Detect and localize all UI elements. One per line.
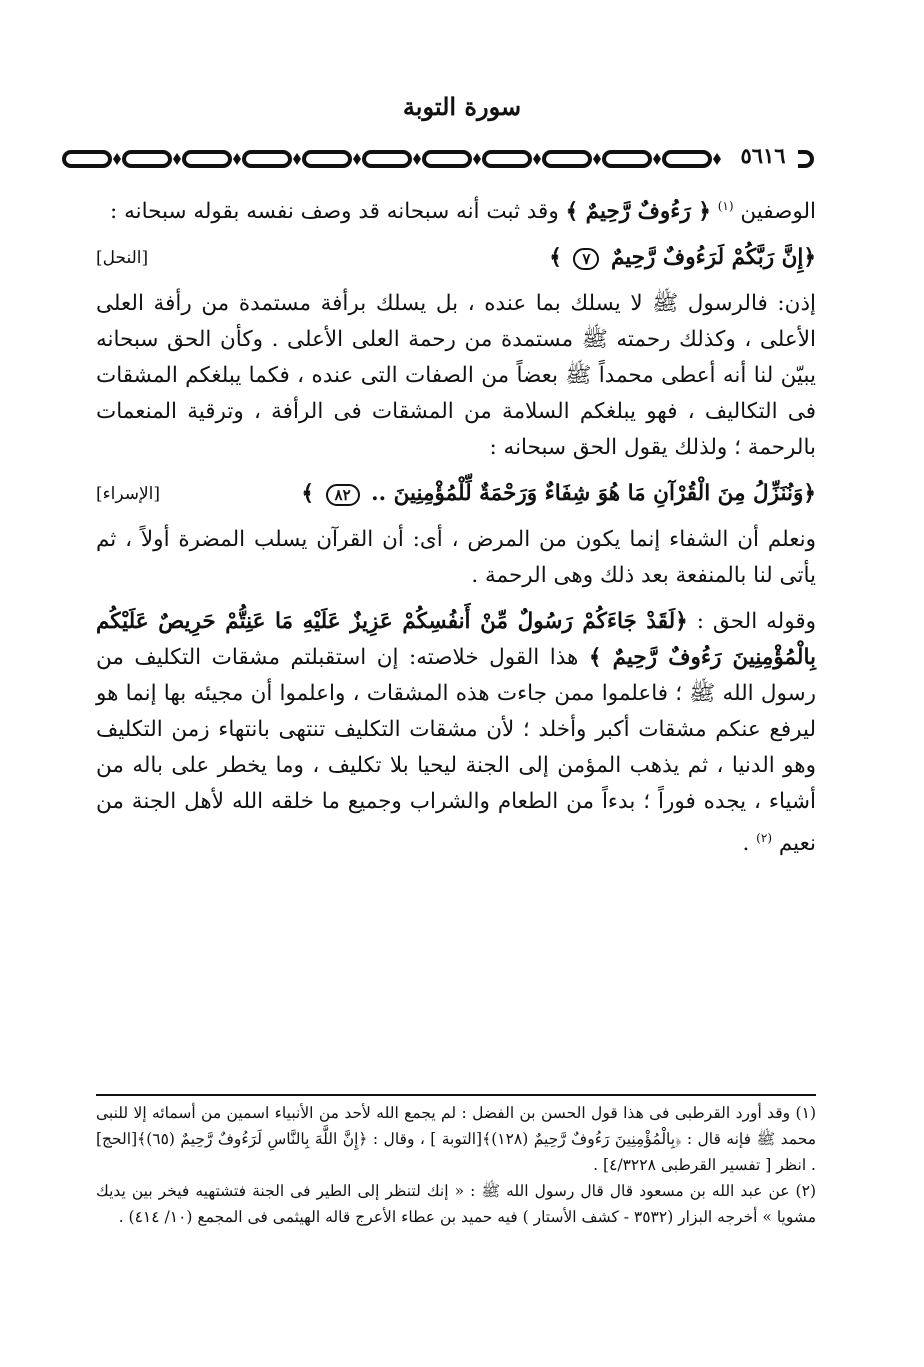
verse-number: ٨٢ [326,484,360,506]
paragraph: إذن: فالرسول ﷺ لا يسلك بما عنده ، بل يسلك برأفة مستمدة من رأفة العلى الأعلى ، وكذلك رحمته ﷺ مستمدة من رحمة العلى الأعلى . وكأن الحق سبحانه يبيّن لنا أنه أعطى محمداً ﷺ بعضاً من الصفات التى عنده ، فكما يبلغكم المشقات فى التكاليف ، فهو يبلغكم السلامة من المشقات فى الرأفة ، وترقية المنعمات بالرحمة ؛ ولذلك يقول الحق سبحانه : [96,291,816,461]
verse-text-wrap [301,476,816,512]
ornamental-rule [60,144,820,174]
verse-source: [النحل] [96,248,149,269]
verse-number: ٧ [573,248,599,270]
footnote-ref: (١) [717,199,734,213]
surah-title: سورة التوبة [402,92,522,121]
text-run: وقوله الحق : [696,609,816,635]
quran-quote: ﴿ رَءُوفٌ رَّحِيمٌ ﴾ [565,199,711,225]
text-run: وقد ثبت أنه سبحانه قد وصف نفسه بقوله سبحانه : [110,199,559,225]
verse-close-bracket: ﴾ [301,481,315,507]
quran-verse [96,240,816,276]
main-text [96,188,816,862]
paragraph [96,188,816,230]
footnote: (١) وقد أورد القرطبى فى هذا قول الحسن بن الفضل : لم يجمع الله لأحد من الأنبياء اسمين من أسمائه إلا للنبى محمد ﷺ فإنه قال : ﴿بِالْمُؤْمِنِينَ رَءُوفٌ رَّحِيمٌ (١٢٨)﴾[التوبة ] ، وقال : ﴿إِنَّ اللَّهَ بِالنَّاسِ لَرَءُوفٌ رَّحِيمٌ (٦٥)﴾[الحج] . انظر [ تفسير القرطبى ٤/٣٢٢٨] . [96,1104,817,1174]
paragraph [96,604,816,862]
footnote-ref: (٢) [756,831,772,846]
footnote: (٢) عن عبد الله بن مسعود قال قال رسول الله ﷺ : « إنك لتنظر إلى الطير فى الجنة فتشتهيه فيخر بين يديك مشويا » أخرجه البزار (٣٥٣٢ - كشف الأستار ) فيه حميد بن عطاء الأعرج قاله الهيثمى فى المجمع (١٠/ ٤١٤) . [96,1182,816,1226]
verse-text: ﴿وَنُنَزِّلُ مِنَ الْقُرْآنِ مَا هُوَ شِفَاءٌ وَرَحْمَةٌ لِّلْمُؤْمِنِينَ .. [371,481,816,507]
paragraph: ونعلم أن الشفاء إنما يكون من المرض ، أى: أن القرآن يسلب المضرة أولاً ، ثم يأتى لنا بالمنفعة بعد ذلك وهى الرحمة . [96,527,816,589]
verse-source: [الإسراء] [96,484,161,505]
text-run: . [742,831,750,857]
footnotes [96,1100,816,1230]
quran-quote: ﴿لَقَدْ جَاءَكُمْ رَسُولٌ مِّنْ أَنفُسِكُمْ عَزِيزٌ عَلَيْهِ مَا عَنِتُّمْ حَرِيصٌ عَلَيْكُم بِالْمُؤْمِنِينَ رَءُوفٌ رَّحِيمٌ ﴾ [96,609,816,671]
text-run: الوصفين [740,199,816,225]
verse-text-wrap [549,240,816,276]
page-number: ٥٦١٦ [728,143,798,168]
verse-text: ﴿إِنَّ رَبَّكُمْ لَرَءُوفٌ رَّحِيمٌ [610,245,816,271]
verse-close-bracket: ﴾ [549,245,562,271]
footnote-divider [96,1094,816,1096]
quran-verse [96,476,816,512]
text-run: هذا القول خلاصته: إن استقبلتم مشقات التكليف من رسول الله ﷺ ؛ فاعلموا ممن جاءت هذه المشقات ، واعلموا أن مجيئه بها إنما هو ليرفع عنكم مشقات أكبر وأخلد ؛ لأن مشقات التكليف تنتهى بانتهاء زمن التكليف وهو الدنيا ، ثم يذهب المؤمن إلى الجنة ليحيا بلا تكليف ، وما يخطر على باله من أشياء ، يجده فوراً ؛ بدءاً من الطعام والشراب وجميع ما خلقه الله لأهل الجنة من نعيم [96,645,816,857]
